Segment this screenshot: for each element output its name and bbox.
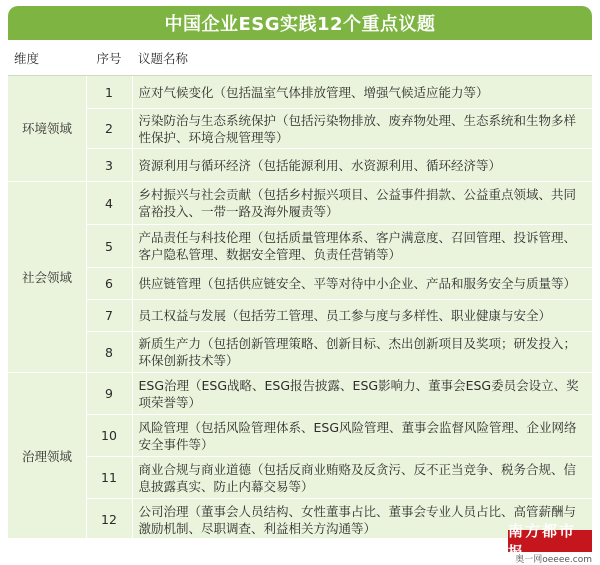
row-number: 4 — [86, 182, 132, 225]
topics-table-container — [8, 42, 592, 538]
table-row — [8, 300, 592, 332]
row-number: 12 — [86, 499, 132, 541]
row-number: 9 — [86, 373, 132, 415]
row-topic: 乡村振兴与社会贡献（包括乡村振兴项目、公益事件捐款、公益重点领域、共同富裕投入、一带一路及海外履责等） — [132, 182, 592, 225]
row-number: 11 — [86, 457, 132, 499]
row-number: 10 — [86, 415, 132, 457]
dimension-society: 社会领域 — [8, 182, 86, 373]
table-row — [8, 457, 592, 499]
newspaper-logo: 南方都市报 — [508, 530, 592, 552]
topics-table — [8, 42, 592, 541]
dimension-governance: 治理领域 — [8, 373, 86, 541]
row-number: 7 — [86, 300, 132, 332]
row-topic: 产品责任与科技伦理（包括质量管理体系、客户满意度、召回管理、投诉管理、客户隐私管理、数据安全管理、负责任营销等） — [132, 225, 592, 268]
row-number: 8 — [86, 332, 132, 373]
table-row — [8, 499, 592, 541]
row-topic: 公司治理（董事会人员结构、女性董事占比、董事会专业人员占比、高管薪酬与激励机制、尽职调查、利益相关方沟通等） — [132, 499, 592, 541]
table-row — [8, 109, 592, 149]
row-topic: 应对气候变化（包括温室气体排放管理、增强气候适应能力等） — [132, 76, 592, 109]
header-dimension: 维度 — [8, 42, 86, 76]
table-row — [8, 182, 592, 225]
table-row — [8, 149, 592, 182]
row-topic: ESG治理（ESG战略、ESG报告披露、ESG影响力、董事会ESG委员会设立、奖项荣誉等） — [132, 373, 592, 415]
table-row — [8, 268, 592, 300]
header-topic: 议题名称 — [132, 42, 592, 76]
table-row — [8, 332, 592, 373]
row-number: 6 — [86, 268, 132, 300]
table-row — [8, 373, 592, 415]
table-header-row — [8, 42, 592, 76]
row-number: 3 — [86, 149, 132, 182]
row-number: 2 — [86, 109, 132, 149]
row-topic: 供应链管理（包括供应链安全、平等对待中小企业、产品和服务安全与质量等） — [132, 268, 592, 300]
row-topic: 风险管理（包括风险管理体系、ESG风险管理、董事会监督风险管理、企业网络安全事件等） — [132, 415, 592, 457]
source-credit: 奥一网oeeee.com — [515, 555, 592, 565]
row-number: 1 — [86, 76, 132, 109]
row-topic: 污染防治与生态系统保护（包括污染物排放、废弃物处理、生态系统和生物多样性保护、环境合规管理等） — [132, 109, 592, 149]
header-number: 序号 — [86, 42, 132, 76]
row-topic: 新质生产力（包括创新管理策略、创新目标、杰出创新项目及奖项；研发投入；环保创新技术等） — [132, 332, 592, 373]
page-title: 中国企业ESG实践12个重点议题 — [8, 6, 592, 40]
table-row — [8, 225, 592, 268]
row-topic: 资源利用与循环经济（包括能源利用、水资源利用、循环经济等） — [132, 149, 592, 182]
dimension-environment: 环境领域 — [8, 76, 86, 182]
row-number: 5 — [86, 225, 132, 268]
table-row — [8, 415, 592, 457]
row-topic: 员工权益与发展（包括劳工管理、员工参与度与多样性、职业健康与安全） — [132, 300, 592, 332]
row-topic: 商业合规与商业道德（包括反商业贿赂及反贪污、反不正当竞争、税务合规、信息披露真实、防止内幕交易等） — [132, 457, 592, 499]
table-row — [8, 76, 592, 109]
